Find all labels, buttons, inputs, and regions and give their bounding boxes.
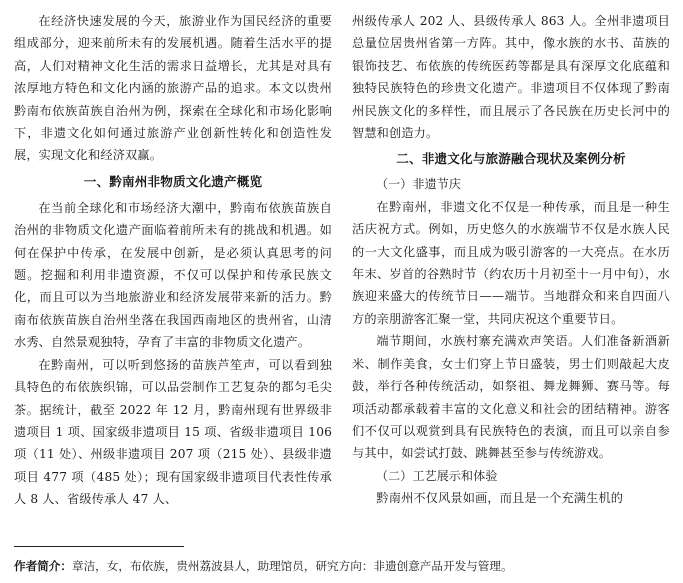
section-1-paragraph-2: 在黔南州，可以听到悠扬的苗族芦笙声，可以看到独具特色的布依族织锦，可以品尝制作工艺复杂的都匀毛尖茶。据统计，截至 2022 年 12 月，黔南州现有世界级非遗项目 1 项、国家级非遗项目 15 项、省级非遗项目 106 项（11 处）、州级非遗项目 207 项（215 处）、县级非遗项目 477 项（485 处）；现有国家级非遗项目代表性传承人 8 人、省级传承人 47 人、 (14, 357, 332, 507)
subsection-2-heading: （二）工艺展示和体验 (376, 468, 498, 483)
continued-paragraph: 州级传承人 202 人、县级传承人 863 人。全州非遗项目总量位居贵州省第一方阵。其中，像水族的水书、苗族的银饰技艺、布依族的传统医药等都是具有深厚文化底蕴和独特民族特色的珍贵文化遗产。非遗项目不仅体现了黔南州民族文化的多样性，而且展示了各民族在历史长河中的智慧和创造力。 (352, 14, 670, 141)
footnote-text: 章洁，女，布依族，贵州荔波县人，助理馆员，研究方向：非遗创意产品开发与管理。 (71, 559, 513, 573)
right-column (352, 10, 670, 510)
subsection-1-paragraph-1: 在黔南州，非遗文化不仅是一种传承，而且是一种生活庆祝方式。例如，历史悠久的水族端节不仅是水族人民的一大文化盛事，而且成为吸引游客的一大亮点。在水历年末、岁首的谷熟时节（约农历十月初至十一月中旬），水族迎来盛大的传统节日——端节。当地群众和来自四面八方的亲朋游客汇聚一堂，共同庆祝这个重要节日。 (352, 199, 670, 326)
subsection-1-heading: （一）非遗节庆 (376, 177, 462, 192)
subsection-1-paragraph-2: 端节期间，水族村寨充满欢声笑语。人们准备新酒新米、制作美食，女士们穿上节日盛装，男士们则敲起大皮鼓，举行各种传统活动，如祭祖、舞龙舞狮、赛马等。每项活动都承载着丰富的文化意义和社会的团结精神。游客们不仅可以观赏到具有民族特色的表演，而且可以亲自参与其中，如尝试打鼓、跳舞甚至参与传统游戏。 (352, 334, 670, 461)
section-2-heading: 二、非遗文化与旅游融合现状及案例分析 (396, 151, 626, 167)
footnote-label: 作者简介： (14, 559, 72, 573)
section-1-heading: 一、黔南州非物质文化遗产概览 (83, 173, 263, 189)
section-1-paragraph-1: 在当前全球化和市场经济大潮中，黔南布依族苗族自治州的非物质文化遗产面临着前所未有的挑战和机遇。如何在保护中传承，在发展中创新，是必须认真思考的问题。挖掘和利用非遗资源，不仅可以保护和传承民族文化，而且可以为当地旅游业和经济发展带来新的活力。黔南布依族苗族自治州坐落在我国西南地区的贵州省，山清水秀、自然景观独特，孕育了丰富的非物质文化遗产。 (14, 200, 332, 350)
intro-paragraph: 在经济快速发展的今天，旅游业作为国民经济的重要组成部分，迎来前所未有的发展机遇。随着生活水平的提高，人们对精神文化生活的需求日益增长，尤其是对具有浓厚地方特色和文化内涵的旅游产品的追求。本文以贵州黔南布依族苗族自治州为例，探索在全球化和市场化影响下，非遗文化如何通过旅游产业创新性转化和创造性发展，实现文化和经济双赢。 (14, 14, 332, 163)
footnote-divider (14, 546, 184, 547)
author-footnote (14, 556, 674, 576)
left-column (14, 10, 332, 511)
subsection-2-paragraph-1: 黔南州不仅风景如画，而且是一个充满生机的 (376, 491, 624, 506)
